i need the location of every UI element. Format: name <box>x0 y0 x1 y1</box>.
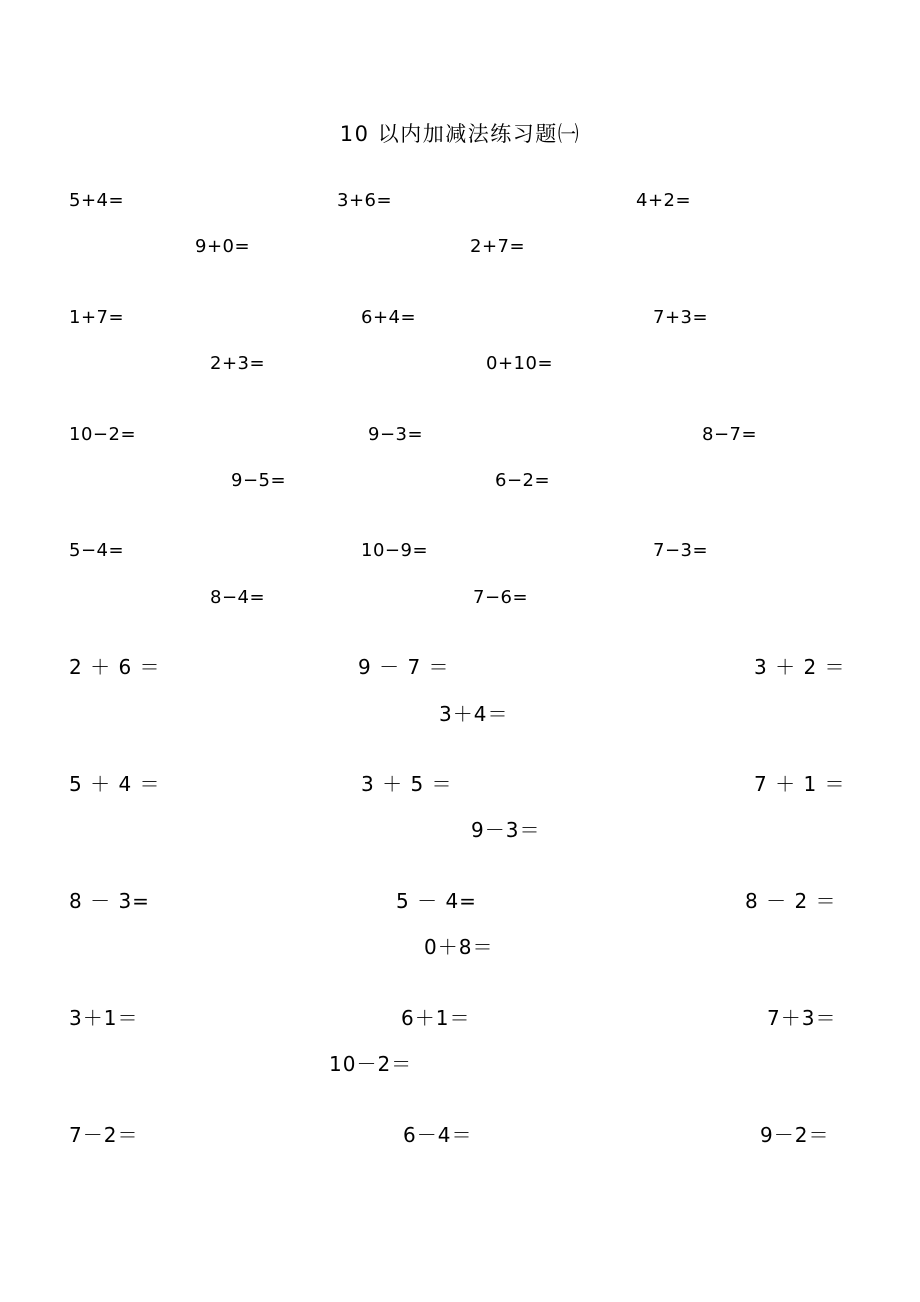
problem: 8 － 2 ＝ <box>745 889 837 913</box>
problem: 7−6= <box>473 587 529 608</box>
problem: 7+3= <box>653 307 709 328</box>
problem: 5 － 4= <box>396 889 477 913</box>
problem: 0+10= <box>486 353 554 374</box>
problem: 2 ＋ 6 ＝ <box>69 655 161 679</box>
problem: 9−5= <box>231 470 287 491</box>
problem: 3＋4＝ <box>439 702 509 726</box>
problem: 2+3= <box>210 353 266 374</box>
problem: 10－2＝ <box>329 1052 413 1076</box>
problem: 6＋1＝ <box>401 1006 471 1030</box>
problem: 7＋3＝ <box>767 1006 837 1030</box>
problem: 3＋1＝ <box>69 1006 139 1030</box>
worksheet-title: 10 以内加减法练习题㈠ <box>339 122 581 146</box>
problem: 9－3＝ <box>471 818 541 842</box>
problem: 6−2= <box>495 470 551 491</box>
problem: 9 － 7 ＝ <box>358 655 450 679</box>
problem: 8−7= <box>702 424 758 445</box>
problem: 4+2= <box>636 190 692 211</box>
problem: 0＋8＝ <box>424 935 494 959</box>
problem: 10−2= <box>69 424 137 445</box>
problem: 10−9= <box>361 540 429 561</box>
problem: 8−4= <box>210 587 266 608</box>
problem: 7－2＝ <box>69 1123 139 1147</box>
problem: 9+0= <box>195 236 251 257</box>
problem: 6－4＝ <box>403 1123 473 1147</box>
problem: 5−4= <box>69 540 125 561</box>
problem: 7−3= <box>653 540 709 561</box>
problem: 9−3= <box>368 424 424 445</box>
problem: 8 － 3= <box>69 889 150 913</box>
problem: 1+7= <box>69 307 125 328</box>
problem: 5+4= <box>69 190 125 211</box>
problem: 3 ＋ 2 ＝ <box>754 655 846 679</box>
problem: 9－2＝ <box>760 1123 830 1147</box>
problem: 7 ＋ 1 ＝ <box>754 772 846 796</box>
problem: 3 ＋ 5 ＝ <box>361 772 453 796</box>
problem: 5 ＋ 4 ＝ <box>69 772 161 796</box>
problem: 2+7= <box>470 236 526 257</box>
problem: 6+4= <box>361 307 417 328</box>
problem: 3+6= <box>337 190 393 211</box>
